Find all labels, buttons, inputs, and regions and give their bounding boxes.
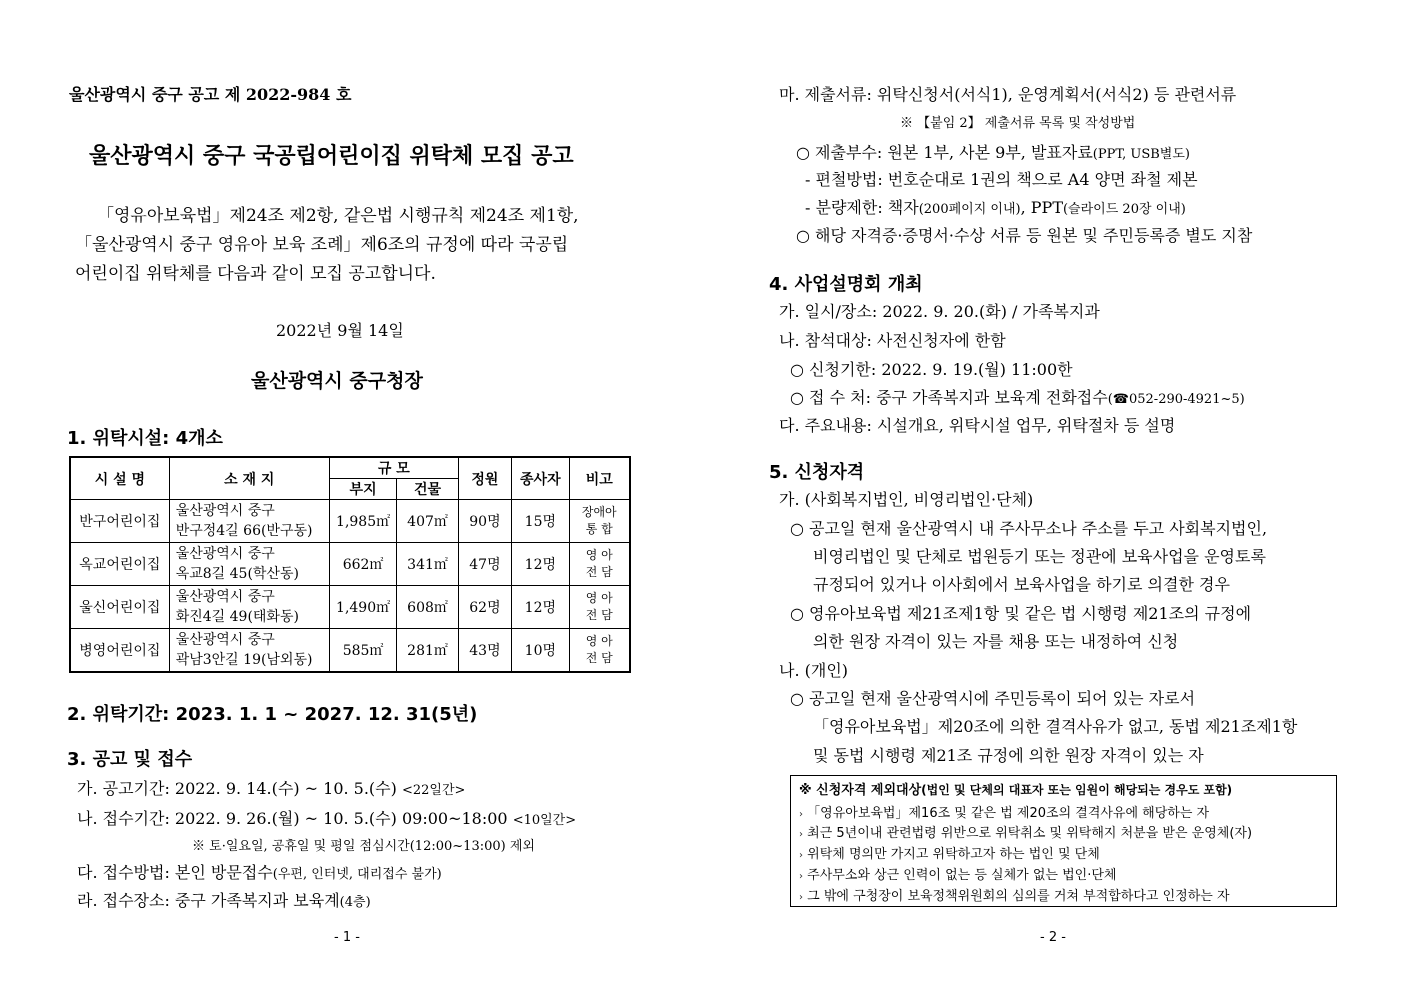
address-line-2: 반구정4길 66(반구동) [175, 523, 313, 539]
certificate-note: ○ 해당 자격증·증명서·수상 서류 등 원본 및 주민등록증 별도 지참 [796, 226, 1253, 245]
page-number-1: - 1 - [334, 930, 360, 945]
notice-date: 2022년 9월 14일 [276, 321, 404, 340]
address-line-1: 울산광역시 중구 [175, 546, 275, 562]
capacity: 47명 [458, 543, 511, 586]
volume-limit-note-1: (200페이지 이내) [918, 202, 1021, 217]
submit-documents: 마. 제출서류: 위탁신청서(서식1), 운영계획서(서식2) 등 관련서류 [779, 85, 1237, 104]
building-area: 407㎡ [397, 500, 458, 543]
land-area: 662㎡ [329, 543, 396, 586]
s3-receipt-method [77, 860, 442, 883]
issuer: 울산광역시 중구청장 [251, 370, 423, 392]
building-area: 608㎡ [397, 586, 458, 629]
exclusion-item-text: 최근 5년이내 관련법령 위반으로 위탁취소 및 위탁해지 처분을 받은 운영체(자) [807, 826, 1253, 841]
s4-deadline: ○ 신청기한: 2022. 9. 19.(월) 11:00한 [790, 360, 1073, 379]
volume-limit-mid: , PPT [1020, 198, 1063, 217]
header-name: 시 설 명 [70, 457, 169, 500]
s4-time-place: 가. 일시/장소: 2022. 9. 20.(화) / 가족복지과 [779, 302, 1100, 321]
section-1-title: 1. 위탁시설: 4개소 [67, 428, 223, 449]
exclusion-box [790, 775, 1337, 907]
volume-limit-note-2: (슬라이드 20장 이내) [1062, 202, 1186, 217]
exclusion-item [799, 822, 1252, 841]
header-capacity: 정원 [458, 457, 511, 500]
facility-address [169, 586, 329, 629]
s5-corp-cond-1-line-1: ○ 공고일 현재 울산광역시 내 주사무소나 주소를 두고 사회복지법인, [790, 519, 1268, 538]
facility-note [569, 543, 630, 586]
s3-announce-period [77, 776, 465, 799]
address-line-1: 울산광역시 중구 [175, 589, 275, 605]
header-staff: 종사자 [512, 457, 569, 500]
s5-corporate: 가. (사회복지법인, 비영리법인·단체) [779, 490, 1034, 509]
submit-copies-text: ○ 제출부수: 원본 1부, 사본 9부, 발표자료 [796, 143, 1093, 162]
facility-note [569, 629, 630, 673]
s5-indiv-cond-line-3: 및 동법 시행령 제21조 규정에 의한 원장 자격이 있는 자 [813, 746, 1204, 765]
exclusion-item-text: 「영유아보육법」제16조 및 같은 법 제20조의 결격사유에 해당하는 자 [807, 806, 1210, 821]
bullet-icon: › [799, 829, 803, 840]
exclusion-item-text: 그 밖에 구청장이 보육정책위원회의 심의를 거쳐 부적합하다고 인정하는 자 [807, 889, 1230, 904]
section-4-title: 4. 사업설명회 개최 [769, 274, 923, 295]
exclusion-item-text: 주사무소와 상근 인력이 없는 등 실체가 없는 법인·단체 [807, 868, 1117, 883]
s5-indiv-cond-line-1: ○ 공고일 현재 울산광역시에 주민등록이 되어 있는 자로서 [790, 689, 1196, 708]
header-note: 비고 [569, 457, 630, 500]
capacity: 90명 [458, 500, 511, 543]
capacity: 62명 [458, 586, 511, 629]
s5-corp-cond-2-line-1: ○ 영유아보육법 제21조제1항 및 같은 법 시행령 제21조의 규정에 [790, 604, 1252, 623]
staff-count: 12명 [512, 586, 569, 629]
volume-limit [805, 195, 1186, 218]
exclusion-title-text: ※ 신청자격 제외대상 [799, 783, 922, 798]
notice-number: 울산광역시 중구 공고 제 2022-984 호 [69, 85, 352, 104]
s3-receipt-place [77, 888, 371, 911]
intro-line-1: 「영유아보육법」제24조 제2항, 같은법 시행규칙 제24조 제1항, [97, 206, 579, 226]
submit-copies-note: (PPT, USB별도) [1092, 147, 1190, 162]
submit-copies [796, 140, 1190, 163]
exclusion-item [799, 843, 1100, 862]
table-row [70, 586, 630, 629]
note-line-1: 영 아 [585, 634, 613, 648]
section-5-title: 5. 신청자격 [769, 462, 865, 483]
facility-name: 병영어린이집 [70, 629, 169, 673]
exclusion-item [799, 885, 1230, 904]
exclusion-title-note: (법인 및 단체의 대표자 또는 임원이 해당되는 경우도 포함) [921, 783, 1233, 797]
land-area: 1,490㎡ [329, 586, 396, 629]
document-title: 울산광역시 중구 국공립어린이집 위탁체 모집 공고 [89, 143, 574, 169]
facility-note [569, 500, 630, 543]
address-line-1: 울산광역시 중구 [175, 503, 275, 519]
s5-corp-cond-1-line-3: 규정되어 있거나 이사회에서 보육사업을 하기로 의결한 경우 [813, 575, 1230, 594]
table-row [70, 500, 630, 543]
page-1 [0, 0, 700, 992]
receipt-period-note: <10일간> [512, 813, 577, 828]
land-area: 585㎡ [329, 629, 396, 673]
bullet-icon: › [799, 871, 803, 882]
s3-receipt-exclusion: ※ 토·일요일, 공휴일 및 평일 점심시간(12:00~13:00) 제외 [192, 839, 535, 854]
capacity: 43명 [458, 629, 511, 673]
receipt-method-text: 다. 접수방법: 본인 방문접수 [77, 863, 273, 882]
exclusion-item-text: 위탁체 명의만 가지고 위탁하고자 하는 법인 및 단체 [807, 847, 1100, 862]
section-3-title: 3. 공고 및 접수 [67, 749, 193, 770]
exclusion-item [799, 864, 1116, 883]
exclusion-box-title [799, 779, 1232, 798]
land-area: 1,985㎡ [329, 500, 396, 543]
header-address: 소 재 지 [169, 457, 329, 500]
s4-reception-text: ○ 접 수 처: 중구 가족복지과 보육계 전화접수 [790, 388, 1108, 407]
note-line-1: 장애아 [581, 505, 617, 519]
receipt-place-note: (4층) [339, 895, 371, 910]
bullet-icon: › [799, 809, 803, 820]
building-area: 341㎡ [397, 543, 458, 586]
note-line-1: 영 아 [585, 591, 613, 605]
volume-limit-text: - 분량제한: 책자 [805, 198, 919, 217]
receipt-period-text: 나. 접수기간: 2022. 9. 26.(월) ~ 10. 5.(수) 09:00~18:00 [77, 809, 508, 828]
header-scale: 규 모 [329, 457, 458, 479]
section-2-title: 2. 위탁기간: 2023. 1. 1 ~ 2027. 12. 31(5년) [67, 704, 478, 725]
intro-line-3: 어린이집 위탁체를 다음과 같이 모집 공고합니다. [75, 264, 436, 284]
s4-reception-phone: (☎052-290-4921~5) [1107, 392, 1245, 407]
header-building: 건물 [397, 479, 458, 500]
table-row [70, 543, 630, 586]
facility-name: 옥교어린이집 [70, 543, 169, 586]
facility-name: 울신어린이집 [70, 586, 169, 629]
address-line-1: 울산광역시 중구 [175, 632, 275, 648]
address-line-2: 화진4길 49(태화동) [175, 609, 299, 625]
s3-receipt-period [77, 806, 576, 829]
binding-method: - 편철방법: 번호순대로 1권의 책으로 A4 양면 좌철 제본 [805, 170, 1198, 189]
header-land: 부지 [329, 479, 396, 500]
facility-address [169, 500, 329, 543]
intro-line-2: 「울산광역시 중구 영유아 보육 조례」제6조의 규정에 따라 국공립 [75, 235, 569, 255]
bullet-icon: › [799, 892, 803, 903]
exclusion-item [799, 802, 1209, 821]
announce-period-note: <22일간> [401, 783, 466, 798]
table-row [70, 629, 630, 673]
s4-content: 다. 주요내용: 시설개요, 위탁시설 업무, 위탁절차 등 설명 [779, 416, 1176, 435]
s5-corp-cond-2-line-2: 의한 원장 자격이 있는 자를 채용 또는 내정하여 신청 [813, 632, 1179, 651]
receipt-place-text: 라. 접수장소: 중구 가족복지과 보육계 [77, 891, 340, 910]
announce-period-text: 가. 공고기간: 2022. 9. 14.(수) ~ 10. 5.(수) [77, 779, 397, 798]
staff-count: 15명 [512, 500, 569, 543]
note-line-2: 전 담 [585, 565, 613, 579]
note-line-2: 통 합 [585, 522, 613, 536]
note-line-2: 전 담 [585, 608, 613, 622]
note-line-1: 영 아 [585, 548, 613, 562]
bullet-icon: › [799, 850, 803, 861]
s4-attendees: 나. 참석대상: 사전신청자에 한함 [779, 331, 1006, 350]
facility-address [169, 629, 329, 673]
staff-count: 12명 [512, 543, 569, 586]
s5-individual: 나. (개인) [779, 661, 849, 680]
facility-name: 반구어린이집 [70, 500, 169, 543]
s5-indiv-cond-line-2: 「영유아보육법」제20조에 의한 결격사유가 없고, 동법 제21조제1항 [813, 717, 1298, 736]
receipt-method-note: (우편, 인터넷, 대리접수 불가) [272, 867, 442, 882]
address-line-2: 곽남3안길 19(남외동) [175, 652, 313, 668]
building-area: 281㎡ [397, 629, 458, 673]
facility-table [69, 456, 631, 673]
facility-address [169, 543, 329, 586]
submit-documents-note: ※ 【붙임 2】 제출서류 목록 및 작성방법 [900, 116, 1136, 131]
page-number-2: - 2 - [1040, 930, 1066, 945]
s5-corp-cond-1-line-2: 비영리법인 및 단체로 법원등기 또는 정관에 보육사업을 운영토록 [813, 547, 1266, 566]
s4-reception [790, 385, 1245, 408]
facility-note [569, 586, 630, 629]
staff-count: 10명 [512, 629, 569, 673]
address-line-2: 옥교8길 45(학산동) [175, 566, 299, 582]
note-line-2: 전 담 [585, 651, 613, 665]
